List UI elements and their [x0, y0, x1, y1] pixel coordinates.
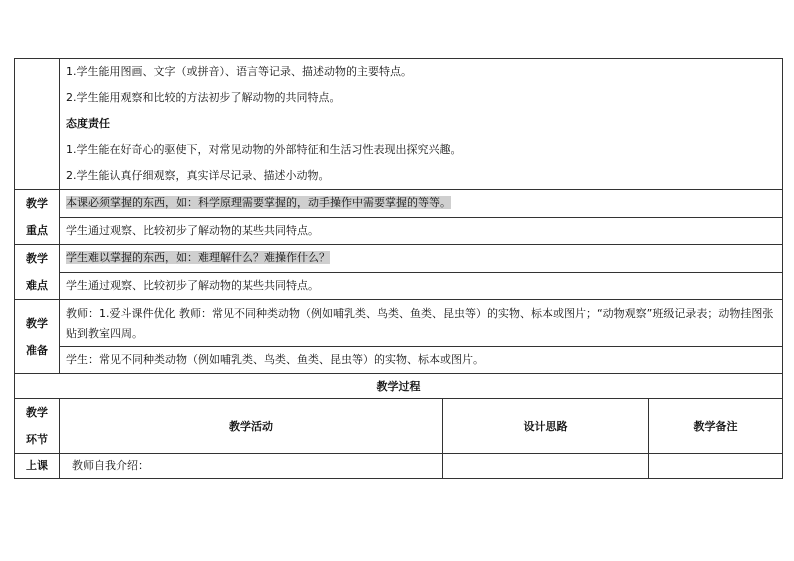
attitude-heading: 态度责任 [66, 117, 110, 130]
objectives-label-cell [15, 59, 60, 190]
attitude-item: 1.学生能在好奇心的驱使下，对常见动物的外部特征和生活习性表现出探究兴趣。 [66, 143, 462, 156]
key-points-row [15, 190, 783, 218]
process-title-row [15, 374, 783, 399]
stage-header: 教学 环节 [15, 399, 60, 454]
attitude-item: 2.学生能认真仔细观察，真实详尽记录、描述小动物。 [66, 169, 330, 182]
activity-header: 教学活动 [60, 399, 443, 454]
key-points-note: 本课必须掌握的东西，如：科学原理需要掌握的，动手操作中需要掌握的等等。 [66, 196, 451, 210]
difficulties-label: 教学 难点 [15, 245, 60, 300]
key-points-content-row [15, 217, 783, 245]
process-title: 教学过程 [15, 374, 783, 399]
design-header: 设计思路 [443, 399, 649, 454]
lesson-plan-document [14, 58, 782, 479]
difficulties-content-cell [60, 272, 783, 300]
preparation-row [15, 300, 783, 347]
objectives-content-cell [60, 59, 783, 190]
difficulties-content: 学生通过观察、比较初步了解动物的某些共同特点。 [66, 278, 319, 292]
difficulties-row [15, 245, 783, 273]
difficulties-note: 学生难以掌握的东西，如：难理解什么？难操作什么？ [66, 251, 330, 265]
preparation-student-cell [60, 347, 783, 374]
key-points-note-cell [60, 190, 783, 218]
difficulties-content-row [15, 272, 783, 300]
notes-header: 教学备注 [649, 399, 783, 454]
table-row [15, 454, 783, 479]
difficulties-note-cell [60, 245, 783, 273]
preparation-teacher: 教师：1.爱斗课件优化 教师：常见不同种类动物（例如哺乳类、鸟类、鱼类、昆虫等）的实物、标本或图片；“动物观察”班级记录表；动物挂图张贴到教室四周。 [66, 307, 774, 340]
activity-cell: 教师自我介绍： [60, 454, 443, 479]
design-cell [443, 454, 649, 479]
key-points-content: 学生通过观察、比较初步了解动物的某些共同特点。 [66, 223, 319, 237]
preparation-teacher-cell [60, 300, 783, 347]
objectives-row [15, 59, 783, 190]
stage-cell: 上课 [15, 454, 60, 479]
lesson-plan-table [14, 58, 783, 479]
objective-item: 2.学生能用观察和比较的方法初步了解动物的共同特点。 [66, 91, 341, 104]
objective-item: 1.学生能用图画、文字（或拼音）、语言等记录、描述动物的主要特点。 [66, 65, 412, 78]
key-points-label: 教学 重点 [15, 190, 60, 245]
preparation-label: 教学 准备 [15, 300, 60, 374]
key-points-content-cell [60, 217, 783, 245]
preparation-student-row [15, 347, 783, 374]
notes-cell [649, 454, 783, 479]
preparation-student: 学生：常见不同种类动物（例如哺乳类、鸟类、鱼类、昆虫等）的实物、标本或图片。 [66, 353, 484, 366]
process-header-row [15, 399, 783, 454]
